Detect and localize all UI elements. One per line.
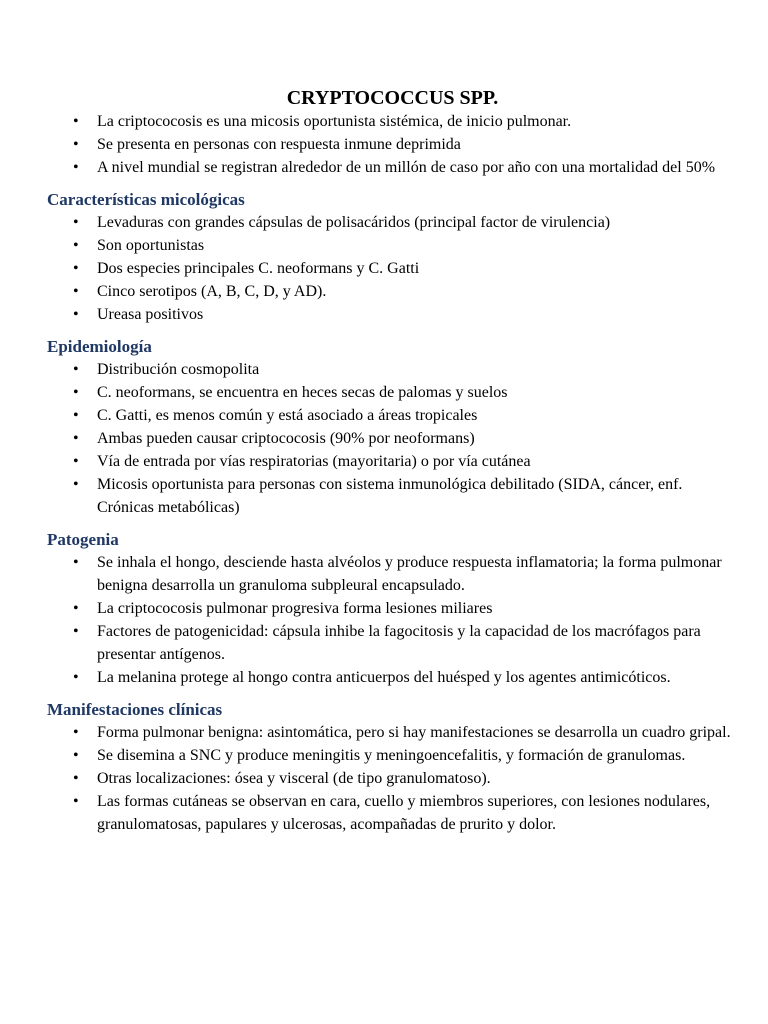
bullet-icon: • xyxy=(73,747,79,764)
bullet-icon: • xyxy=(73,476,79,493)
section-heading-caracteristicas: Características micológicas xyxy=(47,190,245,209)
list-item-text: Se inhala el hongo, desciende hasta alvéolos y produce respuesta inflamatoria; la forma pulmonar benigna desarrolla un granuloma subpleural encapsulado. xyxy=(97,554,722,594)
list-item xyxy=(47,133,738,156)
section-list-epidemiologia xyxy=(47,358,738,519)
list-item-text: Micosis oportunista para personas con sistema inmunológica debilitado (SIDA, cáncer, enf. Crónicas metabólicas) xyxy=(97,476,683,516)
list-item-text: Otras localizaciones: ósea y visceral (de tipo granulomatoso). xyxy=(97,770,491,787)
list-item xyxy=(47,257,738,280)
list-item-text: Forma pulmonar benigna: asintomática, pero si hay manifestaciones se desarrolla un cuadro gripal. xyxy=(97,724,731,741)
list-item xyxy=(47,551,738,597)
list-item-text: La melanina protege al hongo contra anticuerpos del huésped y los agentes antimicóticos. xyxy=(97,669,671,686)
bullet-icon: • xyxy=(73,623,79,640)
list-item-text: C. neoformans, se encuentra en heces secas de palomas y suelos xyxy=(97,384,508,401)
bullet-icon: • xyxy=(73,159,79,176)
list-item-text: Distribución cosmopolita xyxy=(97,361,260,378)
list-item xyxy=(47,744,738,767)
section-list-patogenia xyxy=(47,551,738,689)
section-list-manifestaciones xyxy=(47,721,738,836)
list-item xyxy=(47,620,738,666)
list-item xyxy=(47,303,738,326)
list-item-text: Las formas cutáneas se observan en cara, cuello y miembros superiores, con lesiones nodulares, granulomatosas, papulares y ulcerosas, acompañadas de prurito y dolor. xyxy=(97,793,711,833)
bullet-icon: • xyxy=(73,554,79,571)
bullet-icon: • xyxy=(73,214,79,231)
list-item xyxy=(47,427,738,450)
bullet-icon: • xyxy=(73,453,79,470)
bullet-icon: • xyxy=(73,793,79,810)
section-heading-patogenia: Patogenia xyxy=(47,530,119,549)
list-item xyxy=(47,280,738,303)
list-item-text: Cinco serotipos (A, B, C, D, y AD). xyxy=(97,283,327,300)
list-item-text: Se presenta en personas con respuesta inmune deprimida xyxy=(97,136,461,153)
bullet-icon: • xyxy=(73,361,79,378)
bullet-icon: • xyxy=(73,724,79,741)
list-item-text: Levaduras con grandes cápsulas de polisacáridos (principal factor de virulencia) xyxy=(97,214,611,231)
list-item-text: La criptococosis es una micosis oportunista sistémica, de inicio pulmonar. xyxy=(97,113,572,130)
list-item xyxy=(47,234,738,257)
section-heading-epidemiologia: Epidemiología xyxy=(47,337,152,356)
list-item xyxy=(47,156,738,179)
list-item xyxy=(47,211,738,234)
list-item-text: Factores de patogenicidad: cápsula inhibe la fagocitosis y la capacidad de los macrófagos para presentar antígenos. xyxy=(97,623,701,663)
list-item xyxy=(47,450,738,473)
bullet-icon: • xyxy=(73,384,79,401)
list-item xyxy=(47,666,738,689)
list-item-text: Son oportunistas xyxy=(97,237,205,254)
section-list-caracteristicas xyxy=(47,211,738,326)
list-item-text: Dos especies principales C. neoformans y C. Gatti xyxy=(97,260,420,277)
bullet-icon: • xyxy=(73,113,79,130)
list-item xyxy=(47,597,738,620)
bullet-icon: • xyxy=(73,600,79,617)
list-item xyxy=(47,381,738,404)
bullet-icon: • xyxy=(73,283,79,300)
list-item-text: A nivel mundial se registran alrededor de un millón de caso por año con una mortalidad del 50% xyxy=(97,159,716,176)
list-item-text: La criptococosis pulmonar progresiva forma lesiones miliares xyxy=(97,600,493,617)
section-heading-manifestaciones: Manifestaciones clínicas xyxy=(47,700,223,719)
page-title: CRYPTOCOCCUS SPP. xyxy=(286,87,499,109)
bullet-icon: • xyxy=(73,669,79,686)
bullet-icon: • xyxy=(73,770,79,787)
list-item xyxy=(47,767,738,790)
list-item xyxy=(47,358,738,381)
list-item xyxy=(47,404,738,427)
list-item-text: Ureasa positivos xyxy=(97,306,204,323)
list-item-text: Ambas pueden causar criptococosis (90% por neoformans) xyxy=(97,430,475,447)
list-item-text: C. Gatti, es menos común y está asociado a áreas tropicales xyxy=(97,407,478,424)
bullet-icon: • xyxy=(73,430,79,447)
bullet-icon: • xyxy=(73,407,79,424)
bullet-icon: • xyxy=(73,136,79,153)
list-item xyxy=(47,110,738,133)
list-item xyxy=(47,473,738,519)
list-item xyxy=(47,721,738,744)
bullet-icon: • xyxy=(73,237,79,254)
intro-list xyxy=(47,110,738,179)
list-item-text: Se disemina a SNC y produce meningitis y meningoencefalitis, y formación de granulomas. xyxy=(97,747,686,764)
bullet-icon: • xyxy=(73,306,79,323)
bullet-icon: • xyxy=(73,260,79,277)
list-item-text: Vía de entrada por vías respiratorias (mayoritaria) o por vía cutánea xyxy=(97,453,531,470)
list-item xyxy=(47,790,738,836)
